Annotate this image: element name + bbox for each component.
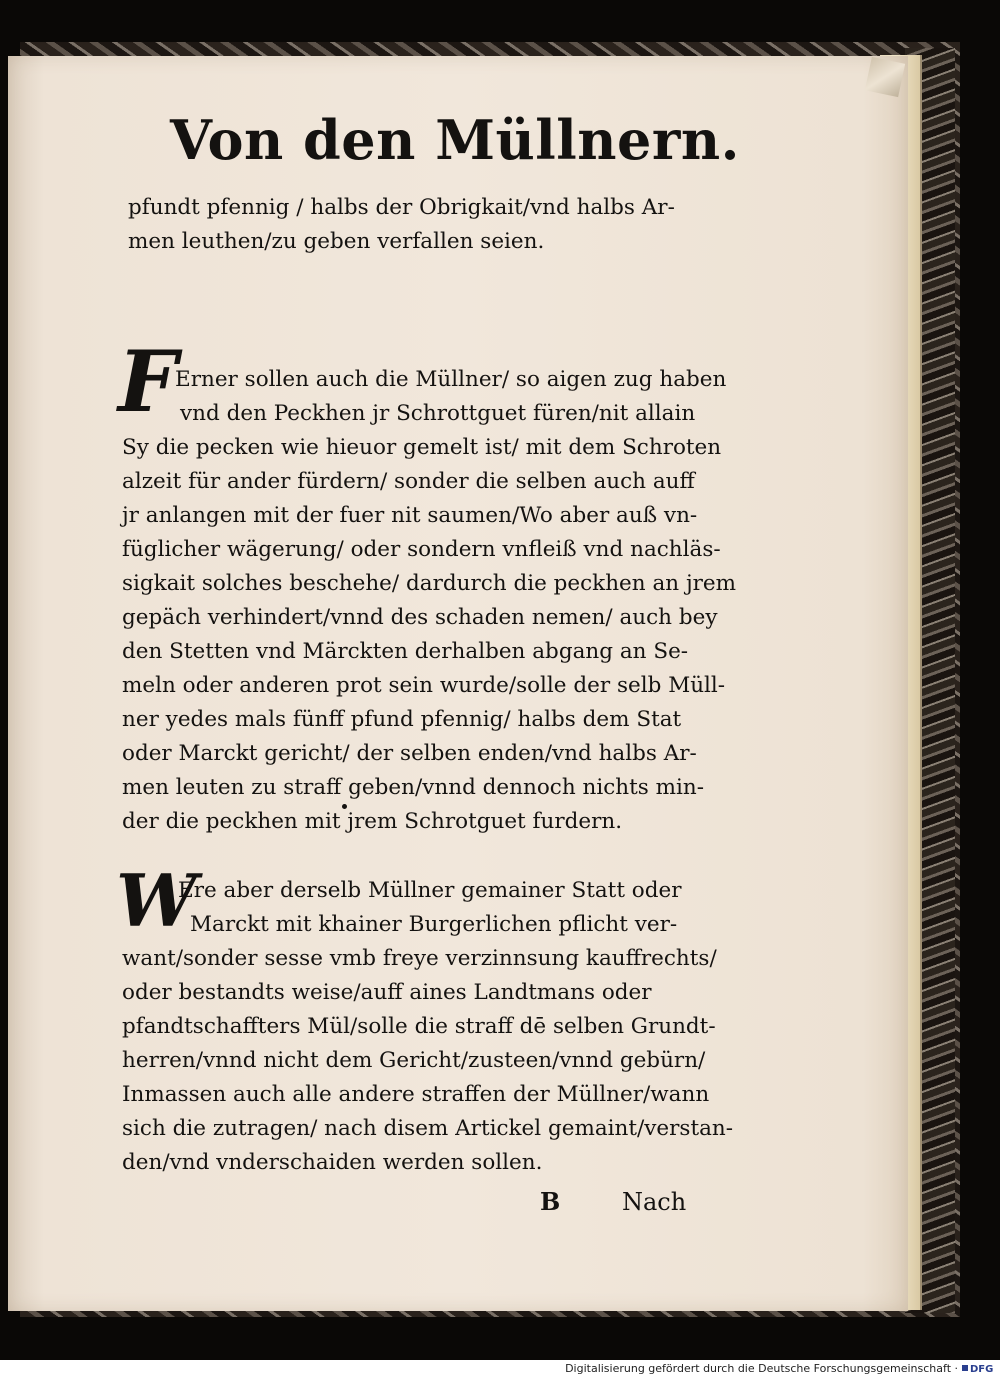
text-line: Erner sollen auch die Müllner/ so aigen zug haben [175,367,727,392]
text-line: den Stetten vnd Märckten derhalben abgang an Se- [122,639,689,664]
text-line: Sy die pecken wie hieuor gemelt ist/ mit dem Schroten [122,435,722,460]
text-line: jr anlangen mit der fuer nit saumen/Wo aber auß vn- [122,503,698,528]
ink-speck [342,804,347,809]
dfg-logo-square-icon [962,1365,968,1371]
text-line: pfundt pfennig / halbs der Obrigkait/vnd halbs Ar- [128,195,675,220]
page-heading: Von den Müllnern. [170,108,740,172]
drop-capital-w: W [116,858,197,943]
folded-corner [865,57,905,97]
text-line: Inmassen auch alle andere straffen der Müllner/wann [122,1082,710,1107]
text-line: Marckt mit khainer Burgerlichen pflicht ver- [190,912,678,937]
text-line: men leuten zu straff geben/vnnd dennoch nichts min- [122,775,705,800]
signature-mark: B [540,1187,561,1216]
footer-bar [0,1360,1000,1380]
text-line: den/vnd vnderschaiden werden sollen. [122,1150,543,1175]
text-line: der die peckhen mit jrem Schrotguet furdern. [122,809,623,834]
text-line: sich die zutragen/ nach disem Artickel gemaint/verstan- [122,1116,734,1141]
dfg-logo [962,1362,994,1377]
text-line: herren/vnnd nicht dem Gericht/zusteen/vnnd gebürn/ [122,1048,706,1073]
text-line: ner yedes mals fünff pfund pfennig/ halbs dem Stat [122,707,682,732]
text-line: oder bestandts weise/auff aines Landtmans oder [122,980,652,1005]
text-line: vnd den Peckhen jr Schrottguet füren/nit allain [180,401,696,426]
text-line: meln oder anderen prot sein wurde/solle der selb Müll- [122,673,726,698]
digitization-credit: Digitalisierung gefördert durch die Deutsche Forschungsgemeinschaft · [565,1362,958,1375]
drop-capital-f: F [118,332,178,431]
text-line: men leuthen/zu geben verfallen seien. [128,229,545,254]
text-line: want/sonder sesse vmb freye verzinnsung kauffrechts/ [122,946,717,971]
text-line: sigkait solches beschehe/ dardurch die peckhen an jrem [122,571,737,596]
catchword: Nach [622,1188,687,1216]
text-line: oder Marckt gericht/ der selben enden/vnd halbs Ar- [122,741,697,766]
text-line: alzeit für ander fürdern/ sonder die selben auch auff [122,469,695,494]
text-line: gepäch verhindert/vnnd des schaden nemen/ auch bey [122,605,718,630]
text-line: füglicher wägerung/ oder sondern vnfleiß vnd nachläs- [122,537,721,562]
text-line: Ere aber derselb Müllner gemainer Statt oder [178,878,682,903]
dfg-logo-text: DFG [970,1364,994,1375]
text-line: pfandtschaffters Mül/solle die straff dē selben Grundt- [122,1014,716,1039]
